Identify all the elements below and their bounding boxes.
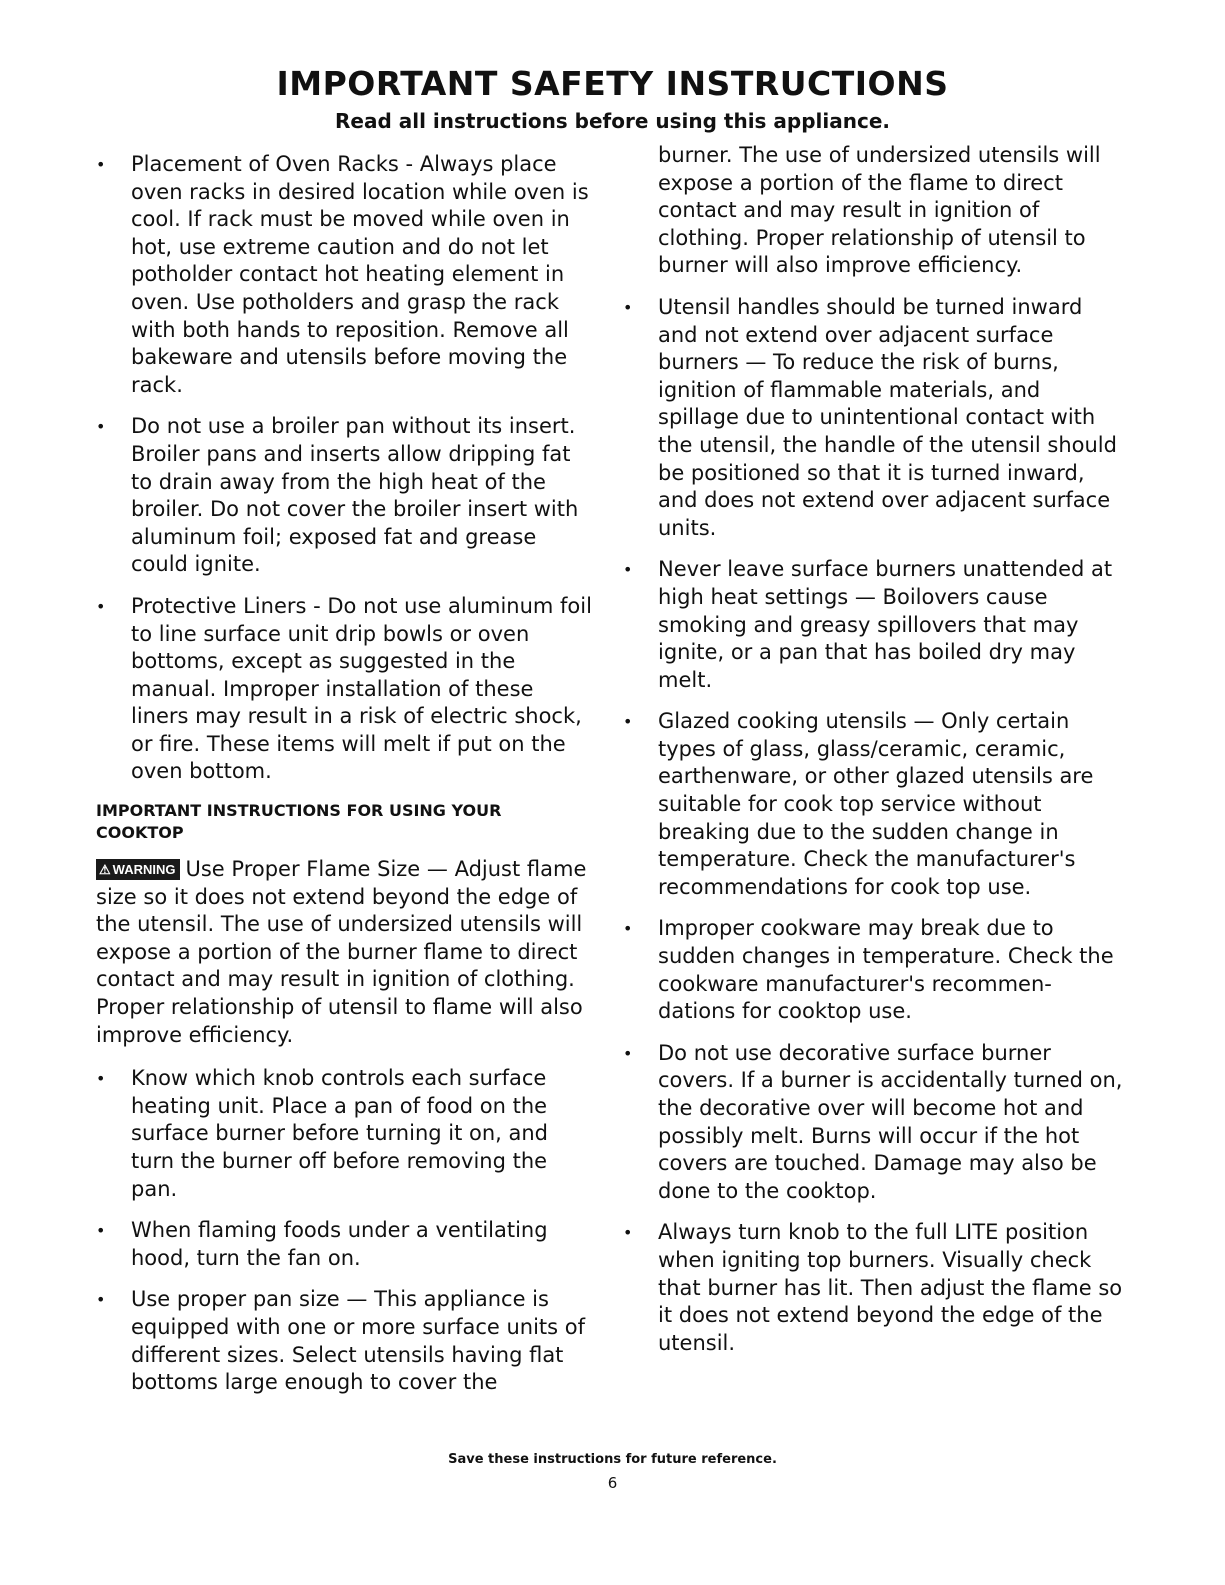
list-item: • Improper cookware may break due to sudden changes in temperature. Check the cookware manufacturer's recommen-dations for cooktop use. xyxy=(623,915,1123,1025)
warning-badge xyxy=(96,859,180,880)
warning-text: Use Proper Flame Size — Adjust flame size so it does not extend beyond the edge of the utensil. The use of undersized utensils will expose a portion of the burner flame to direct contact and may result in ignition of clothing. Proper relationship of utensil to flame will also improve efficiency. xyxy=(96,857,587,1047)
list-item: • Glazed cooking utensils — Only certain types of glass, glass/ceramic, ceramic, earthenware, or other glazed utensils are suitable for cook top service without breaking due to the sudden change in temperature. Check the manufacturer's recommendations for cook top use. xyxy=(623,708,1123,901)
list-item: • Know which knob controls each surface heating unit. Place a pan of food on the surface burner before turning it on, and turn the burner off before removing the pan. xyxy=(96,1065,596,1203)
left-column xyxy=(96,151,596,1411)
left-top-list xyxy=(96,151,596,786)
page-title: IMPORTANT SAFETY INSTRUCTIONS xyxy=(276,64,949,103)
page-subtitle: Read all instructions before using this appliance. xyxy=(334,109,891,133)
list-item: • Always turn knob to the full LITE position when igniting top burners. Visually check that burner has lit. Then adjust the flame so it does not extend beyond the edge of the utensil. xyxy=(623,1219,1123,1357)
list-item: • Protective Liners - Do not use aluminum foil to line surface unit drip bowls or oven bottoms, except as suggested in the manual. Improper installation of these liners may result in a risk of electric shock, or fire. These items will melt if put on the oven bottom. xyxy=(96,593,596,786)
right-column xyxy=(623,142,1123,1371)
list-item: • Placement of Oven Racks - Always place oven racks in desired location while oven is cool. If rack must be moved while oven in hot, use extreme caution and do not let potholder contact hot heating element in oven. Use potholders and grasp the rack with both hands to reposition. Remove all bakeware and utensils before moving the rack. xyxy=(96,151,596,399)
right-list xyxy=(623,294,1123,1357)
warning-triangle-icon: ⚠ xyxy=(99,862,111,878)
section-heading: IMPORTANT INSTRUCTIONS FOR USING YOUR COOKTOP xyxy=(96,801,502,843)
list-item: • Utensil handles should be turned inward and not extend over adjacent surface burners — To reduce the risk of burns, ignition of flammable materials, and spillage due to unintentional contact with the utensil, the handle of the utensil should be positioned so that it is turned inward, and does not extend over adjacent surface units. xyxy=(623,294,1123,542)
list-item: • Do not use a broiler pan without its insert. Broiler pans and inserts allow dripping fat to drain away from the high heat of the broiler. Do not cover the broiler insert with aluminum foil; exposed fat and grease could ignite. xyxy=(96,413,596,579)
warning-paragraph xyxy=(96,856,596,1049)
page-number: 6 xyxy=(607,1474,618,1492)
footer-note: Save these instructions for future reference. xyxy=(448,1452,777,1467)
list-item: • Never leave surface burners unattended at high heat settings — Boilovers cause smoking and greasy spillovers that may ignite, or a pan that has boiled dry may melt. xyxy=(623,556,1123,694)
list-item: • Use proper pan size — This appliance is equipped with one or more surface units of different sizes. Select utensils having flat bottoms large enough to cover the xyxy=(96,1286,596,1396)
warning-label: WARNING xyxy=(112,862,176,878)
list-item: • Do not use decorative surface burner covers. If a burner is accidentally turned on, the decorative over will become hot and possibly melt. Burns will occur if the hot covers are touched. Damage may also be done to the cooktop. xyxy=(623,1040,1123,1206)
left-bottom-list xyxy=(96,1065,596,1397)
list-item: • When flaming foods under a ventilating hood, turn the fan on. xyxy=(96,1217,596,1272)
continued-text: burner. The use of undersized utensils will expose a portion of the flame to direct contact and may result in ignition of clothing. Proper relationship of utensil to burner will also improve efficiency. xyxy=(658,143,1101,278)
